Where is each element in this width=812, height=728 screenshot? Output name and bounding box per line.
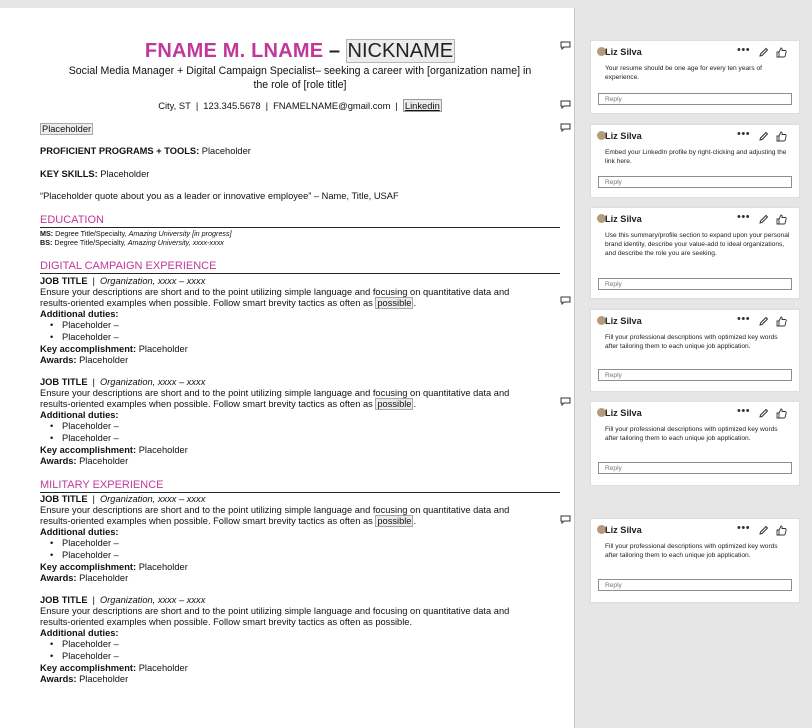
bs-school: Amazing University, xxxx-xxxx [127,238,224,247]
desc-period: . [413,298,417,308]
additional-duties-label [40,527,119,538]
comment-card[interactable] [590,124,800,198]
job-description-line-2 [40,399,416,410]
contact-separator: | [195,100,199,111]
duty-bullet: • Placeholder – [62,538,119,549]
more-options-icon[interactable]: ••• [737,44,751,56]
key-accomplishment [40,445,188,456]
additional-label: Additional duties: [40,309,119,319]
commented-word[interactable]: possible [377,516,412,526]
comment-marker-icon[interactable] [560,397,571,406]
awards-label: Awards: [40,355,77,365]
additional-label: Additional duties: [40,527,119,537]
comment-text: Fill your professional descriptions with optimized key words after tailoring them to each unique job application. [605,426,778,442]
comment-card[interactable] [590,401,800,486]
quote: “Placeholder quote about you as a leader or innovative employee” – Name, Title, USAF [40,191,399,201]
contact-separator: | [395,100,398,111]
key-label: Key accomplishment: [40,344,137,354]
key-value: Placeholder [136,663,188,673]
thumbs-up-icon[interactable] [776,314,787,332]
job-description-line-2: results-oriented examples when possible. Follow smart brevity tactics as often as possible. [40,617,413,627]
comment-author: Liz Silva [605,408,642,418]
duty-bullet: • Placeholder – [62,320,119,331]
awards [40,573,128,584]
job-separator: | [92,377,95,387]
bs-text: Degree Title/Specialty, [52,238,128,247]
programs-value: Placeholder [199,146,251,156]
duty-bullet: • Placeholder – [62,639,119,650]
summary-placeholder[interactable]: Placeholder [42,124,92,134]
thumbs-up-icon[interactable] [776,212,787,230]
key-value: Placeholder [136,445,188,455]
more-options-icon[interactable]: ••• [737,313,751,325]
job-title: JOB TITLE [40,276,88,286]
skills-line [40,169,149,180]
additional-label: Additional duties: [40,410,119,420]
comment-author: Liz Silva [605,214,642,224]
linkedin-link[interactable]: Linkedin [404,100,440,111]
duty-bullet: • Placeholder – [62,651,119,662]
city: City, ST [158,100,191,111]
name-line [40,39,560,63]
duty-bullet: • Placeholder – [62,550,119,561]
comment-text: Embed your LinkedIn profile by right-clicking and adjusting the link here. [605,149,787,165]
key-label: Key accomplishment: [40,663,137,673]
comment-text: Fill your professional descriptions with optimized key words after tailoring them to each unique job application. [605,334,778,350]
more-options-icon[interactable]: ••• [737,128,751,140]
phone: 123.345.5678 [203,100,261,111]
reply-input[interactable]: Reply [598,176,792,188]
job-title-line [40,377,205,388]
education-bs [40,238,224,247]
commented-word[interactable]: possible [377,399,412,409]
ms-school: Amazing University [in progress] [128,229,232,238]
comment-author: Liz Silva [605,316,642,326]
comment-author: Liz Silva [605,47,642,57]
job-description-line-2 [40,298,416,309]
subtitle-line-2: the role of [role title] [253,79,347,91]
job-description-line-1: Ensure your descriptions are short and to the point utilizing simple language and focusing on quantitative data and [40,388,510,398]
awards-value: Placeholder [76,674,129,684]
comment-card[interactable] [590,518,800,603]
comment-card[interactable] [590,40,800,114]
awards-label: Awards: [40,456,77,466]
more-options-icon[interactable]: ••• [737,522,751,534]
reply-input[interactable]: Reply [598,462,792,474]
awards [40,674,128,685]
pencil-icon[interactable] [758,129,769,147]
programs-line [40,146,251,157]
awards [40,456,128,467]
job-title-line [40,595,205,606]
comment-author: Liz Silva [605,525,642,535]
reply-input[interactable]: Reply [598,278,792,290]
job-title: JOB TITLE [40,595,88,605]
thumbs-up-icon[interactable] [776,129,787,147]
more-options-icon[interactable]: ••• [737,211,751,223]
pencil-icon[interactable] [758,406,769,424]
additional-duties-label [40,309,119,320]
ms-label: MS: [40,229,54,238]
thumbs-up-icon[interactable] [776,406,787,424]
comment-text: Your resume should be one age for every ten years of experience. [605,65,763,81]
comment-text: Fill your professional descriptions with optimized key words after tailoring them to each unique job application. [605,543,778,559]
awards-value: Placeholder [76,573,129,583]
job-organization: Organization, xxxx – xxxx [99,276,206,286]
awards-value: Placeholder [76,456,129,466]
awards-label: Awards: [40,674,77,684]
subtitle-line-1: Social Media Manager + Digital Campaign Specialist– seeking a career with [organization name] in [68,65,532,77]
reply-input[interactable]: Reply [598,579,792,591]
reply-input[interactable]: Reply [598,93,792,105]
additional-duties-label [40,628,119,639]
job-description-line-1: Ensure your descriptions are short and to the point utilizing simple language and focusing on quantitative data and [40,287,510,297]
more-options-icon[interactable]: ••• [737,405,751,417]
skills-label: KEY SKILLS: [40,169,98,179]
additional-label: Additional duties: [40,628,119,638]
comment-card[interactable] [590,207,800,299]
key-accomplishment [40,562,188,573]
commented-word[interactable]: possible [377,298,412,308]
comment-marker-icon[interactable] [560,100,571,109]
job-description-line-2 [40,516,416,527]
pencil-icon[interactable] [758,212,769,230]
pencil-icon[interactable] [758,45,769,63]
email: FNAMELNAME@gmail.com [273,100,391,111]
job-title: JOB TITLE [40,494,88,504]
skills-value: Placeholder [97,169,150,179]
key-label: Key accomplishment: [40,445,137,455]
key-label: Key accomplishment: [40,562,137,572]
desc-period: . [413,399,417,409]
awards-value: Placeholder [76,355,129,365]
additional-duties-label [40,410,119,421]
duty-bullet: • Placeholder – [62,421,119,432]
contact-line [40,100,560,111]
desc-period: . [413,516,417,526]
job-description-line-1: Ensure your descriptions are short and to the point utilizing simple language and focusing on quantitative data and [40,505,510,515]
job-separator: | [92,276,95,286]
job-description-line-1: Ensure your descriptions are short and to the point utilizing simple language and focusing on quantitative data and [40,606,510,616]
comment-card[interactable] [590,309,800,392]
desc-text: results-oriented examples when possible. Follow smart brevity tactics as often as [40,298,376,308]
programs-label: PROFICIENT PROGRAMS + TOOLS: [40,146,200,156]
key-value: Placeholder [136,562,188,572]
thumbs-up-icon[interactable] [776,45,787,63]
key-accomplishment [40,344,188,355]
desc-text: results-oriented examples when possible. Follow smart brevity tactics as often as [40,516,376,526]
ms-text: Degree Title/Specialty, [53,229,129,238]
name-dash: – [328,40,340,62]
pencil-icon[interactable] [758,314,769,332]
key-value: Placeholder [136,344,188,354]
comment-marker-icon[interactable] [560,515,571,524]
comment-marker-icon[interactable] [560,123,571,132]
desc-text: results-oriented examples when possible. Follow smart brevity tactics as often as [40,399,376,409]
job-organization: Organization, xxxx – xxxx [99,377,206,387]
education-heading: EDUCATION [40,214,560,228]
job-organization: Organization, xxxx – xxxx [99,494,206,504]
duty-bullet: • Placeholder – [62,332,119,343]
duty-bullet: • Placeholder – [62,433,119,444]
job-title-line [40,276,205,287]
reply-input[interactable]: Reply [598,369,792,381]
thumbs-up-icon[interactable] [776,523,787,541]
awards-label: Awards: [40,573,77,583]
summary [40,124,93,135]
contact-separator: | [265,100,269,111]
full-name: FNAME M. LNAME [144,40,324,62]
key-accomplishment [40,663,188,674]
subtitle [40,64,560,92]
job-separator: | [92,595,95,605]
comment-text: Use this summary/profile section to expand upon your personal brand identity, describe your value-add to ideal organizations, and describe the role you are seeking. [605,232,790,257]
military-experience-heading: MILITARY EXPERIENCE [40,479,560,493]
job-organization: Organization, xxxx – xxxx [99,595,206,605]
comment-author: Liz Silva [605,131,642,141]
document-page[interactable] [0,8,575,728]
job-title-line [40,494,205,505]
job-separator: | [92,494,95,504]
pencil-icon[interactable] [758,523,769,541]
job-title: JOB TITLE [40,377,88,387]
nickname-field[interactable]: NICKNAME [347,40,454,62]
bs-label: BS: [40,238,53,247]
awards [40,355,128,366]
education-ms [40,229,232,238]
comment-marker-icon[interactable] [560,41,571,50]
comment-marker-icon[interactable] [560,296,571,305]
digital-experience-heading: DIGITAL CAMPAIGN EXPERIENCE [40,260,560,274]
